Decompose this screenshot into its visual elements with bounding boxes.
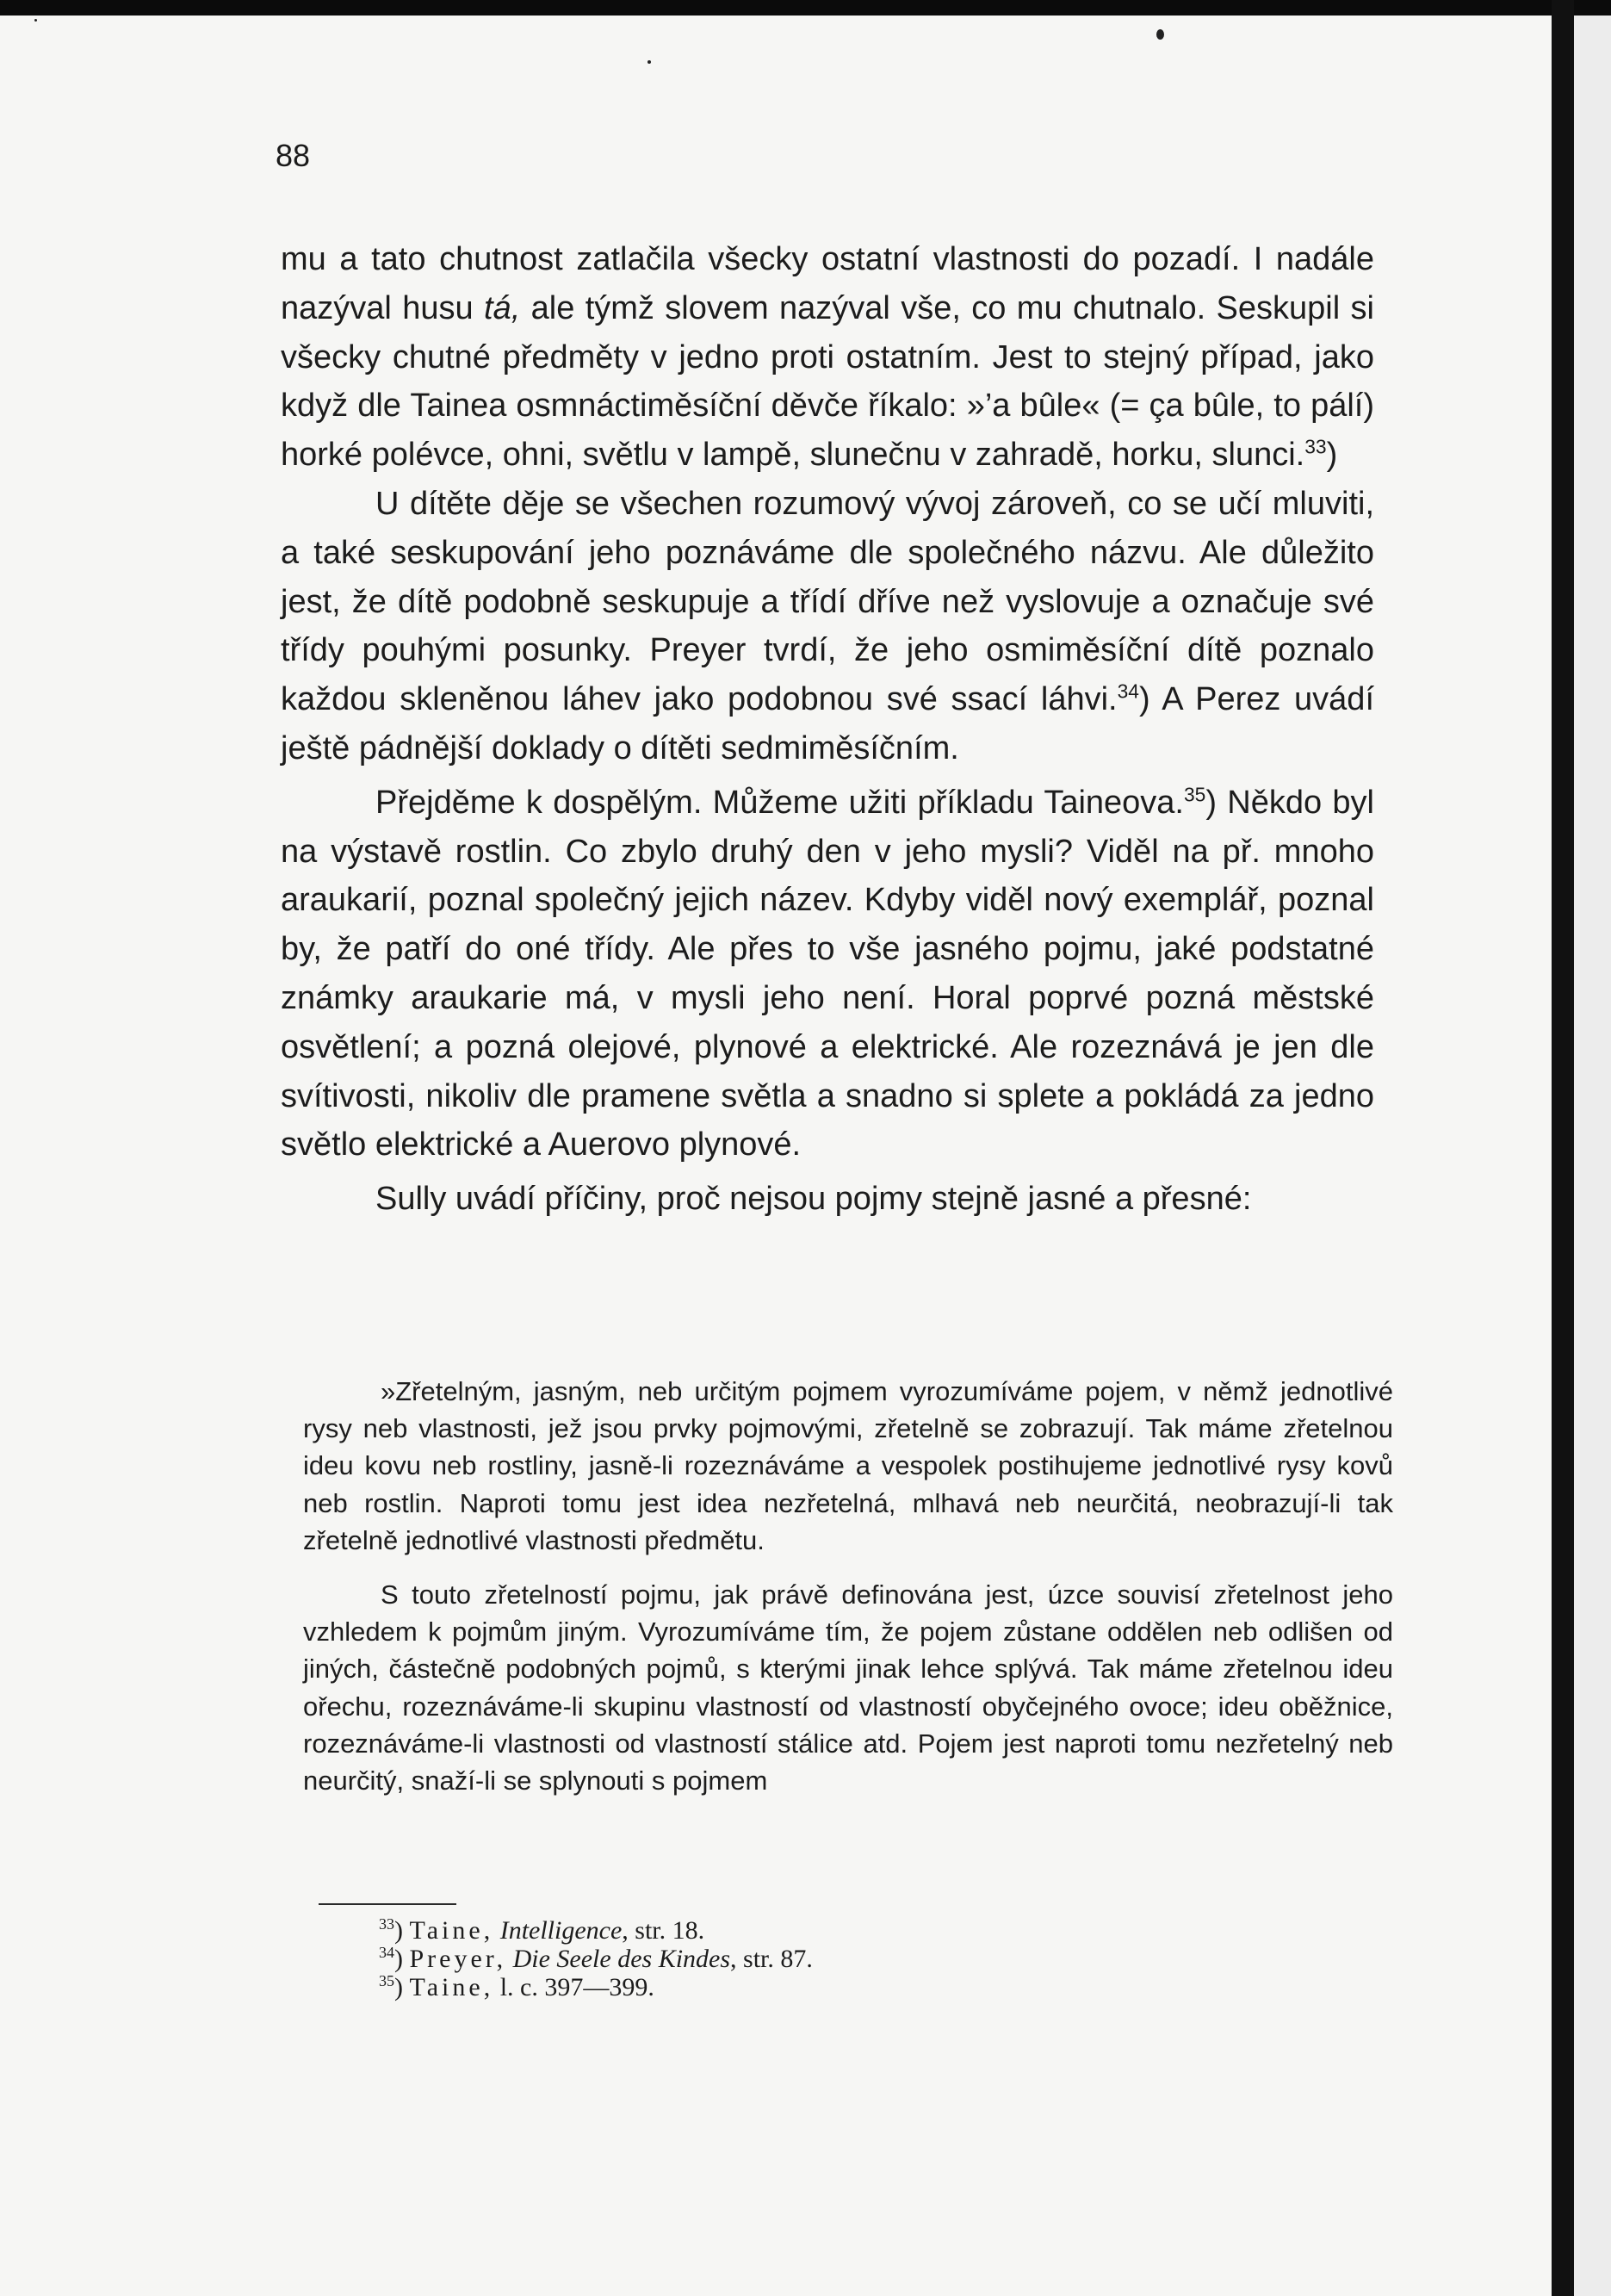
footnote-rest: l. c. 397—399. [493, 1973, 654, 2001]
text-run: ale týmž slovem nazýval vše, co mu chutnalo. Seskupil si všecky chutné předměty v jedno proti ostatním. Jest to stejný případ, jako když dle Tainea osmnáctiměsíční děvče říkalo: »’a bûle« (= ça bûle, to pálí) horké polévce, ohni, světlu v lampě, slunečnu v zahradě, horku, slunci. [281, 289, 1374, 474]
footnote-ref: 35 [1183, 783, 1206, 806]
footnote-number: 35 [379, 1972, 394, 1989]
footnote: $^{33}$) Taine, Intelligence, str. 18. [379, 1915, 705, 1945]
footnotes [379, 1916, 1154, 2001]
paragraph: Sully uvádí příčiny, proč nejsou pojmy stejně jasné a přesné: [375, 1181, 1252, 1218]
paragraph [281, 779, 1374, 1170]
text-run: U dítěte děje se všechen rozumový vývoj zároveň, co se učí mluviti, a také seskupování jeho poznáváme dle společného názvu. Ale důležito jest, že dítě podobně seskupuje a třídí dříve než vyslovuje a označuje své třídy pouhými posunky. Preyer tvrdí, že jeho osmiměsíční dítě poznalo každou skleněnou láhev jako podobnou své ssací láhvi. [281, 485, 1374, 718]
footnote-author: Taine, [409, 1916, 494, 1945]
text-run: ) A Perez uvádí ještě pádnější doklady o dítěti sedmiměsíčním. [281, 681, 1374, 766]
page-number: 88 [276, 138, 311, 173]
text-run: ) Někdo byl na výstavě rostlin. Co zbylo druhý den v jeho mysli? Viděl na př. mnoho araukarií, poznal společný jejich název. Kdyby viděl nový exemplář, poznal by, že patří do oné třídy. Ale přes to vše jasného pojmu, jaké podstatné známky araukarie má, v mysli jeho není. Horal poprvé pozná městské osvětlení; a pozná olejové, plynové a elektrické. Ale rozeznává je jen dle svítivosti, nikoliv dle pramene světla a snadno si splete a pokládá za jedno světlo elektrické a Auerovo plynové. [281, 784, 1374, 1164]
footnote-title: Die Seele des Kindes [512, 1945, 731, 1973]
scan-speck [34, 19, 37, 22]
block-quote [303, 1373, 1393, 1799]
italic-word: tá, [484, 289, 521, 326]
scan-top-border [0, 0, 1611, 16]
footnote-rest: , str. 87. [730, 1945, 813, 1973]
footnote-number: 33 [379, 1915, 394, 1933]
footnote-author: Preyer, [409, 1945, 507, 1973]
footnote: $^{34}$) Preyer, Die Seele des Kindes, str. 87. [379, 1944, 813, 1973]
main-text [281, 235, 1374, 1224]
footnote: $^{35}$) Taine, l. c. 397—399. [379, 1972, 654, 2001]
footnote-ref: 34 [1117, 679, 1139, 703]
paragraph [281, 480, 1374, 773]
footnote-rest: , str. 18. [622, 1916, 705, 1945]
footnote-title: Intelligence [499, 1916, 623, 1945]
scan-speck [647, 60, 651, 64]
footnote-ref: 33 [1304, 435, 1327, 458]
footnote-author: Taine, [409, 1973, 494, 2001]
paragraph [281, 235, 1374, 480]
scan-speck [1156, 29, 1164, 40]
text-run: ) [1326, 437, 1338, 474]
text-run: mu a tato chutnost zatlačila všecky ostatní vlastnosti do pozadí. I nadále nazýval husu [281, 241, 1374, 326]
next-page-edge [1574, 16, 1611, 2296]
text-run: Přejděme k dospělým. Můžeme užiti příkladu Taineova. [375, 784, 1184, 821]
footnote-number: 34 [379, 1944, 394, 1961]
footnote-divider [319, 1903, 456, 1905]
quote-paragraph: S touto zřetelností pojmu, jak právě definována jest, úzce souvisí zřetelnost jeho vzhledem k pojmům jiným. Vyrozumíváme tím, že pojem zůstane oddělen neb odlišen od jiných, částečně podobných pojmů, s kterými jinak lehce splývá. Tak máme zřetelnou ideu ořechu, rozeznáváme-li skupinu vlastností od vlastností obyčejného ovoce; ideu oběžnice, rozeznáváme-li vlastnosti od vlastností stálice atd. Pojem jest naproti tomu nezřetelný neb neurčitý, snaží-li se splynouti s pojmem [303, 1579, 1393, 1796]
scan-right-border [1552, 0, 1574, 2296]
quote-paragraph: »Zřetelným, jasným, neb určitým pojmem vyrozumíváme pojem, v němž jednotlivé rysy neb vlastnosti, jež jsou prvky pojmovými, zřetelně se zobrazují. Tak máme zřetelnou ideu kovu neb rostliny, jasně-li rozeznáváme a vespolek postihujeme jednotlivé rysy kovů neb rostlin. Naproti tomu jest idea nezřetelná, mlhavá neb neurčitá, neobrazují-li tak zřetelně jednotlivé vlastnosti předmětu. [303, 1376, 1393, 1555]
